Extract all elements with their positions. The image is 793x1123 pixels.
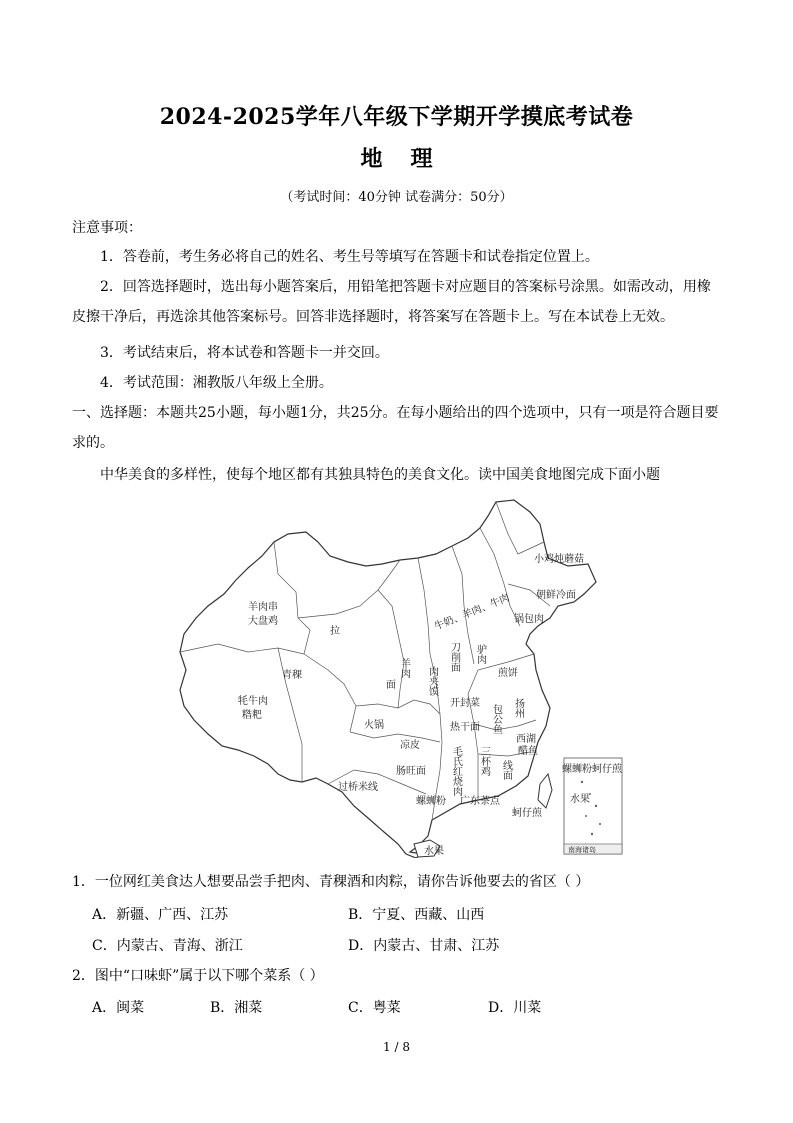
label-xihu: 西湖 xyxy=(516,734,536,745)
label-yangrou: 羊肉 xyxy=(398,658,410,678)
china-food-map xyxy=(178,494,638,858)
note-item-4: 4．考试范围：湘教版八年级上全册。 xyxy=(100,375,333,391)
label-cuyu: 醋鱼 xyxy=(518,746,538,757)
note-item-1: 1．答卷前，考生务必将自己的姓名、考生号等填写在答题卡和试卷指定位置上。 xyxy=(100,249,599,265)
label-kaifengcai: 开封菜 xyxy=(450,698,480,709)
label-haijian: 蚵仔煎 xyxy=(592,764,622,775)
q1-option-d[interactable]: D．内蒙古、甘肃、江苏 xyxy=(348,938,500,954)
label-guangdong: 广东茶点 xyxy=(460,796,500,807)
label-maoniurou: 牦牛肉 xyxy=(238,696,268,707)
label-xiaoji: 小鸡炖蘑菇 xyxy=(534,554,584,565)
label-la: 拉 xyxy=(330,626,340,637)
label-yangrouchuan: 羊肉串 xyxy=(248,602,278,613)
label-daoxiao: 刀削面 xyxy=(448,642,460,672)
label-baogongyu: 包公鱼 xyxy=(490,704,502,734)
q2-option-c[interactable]: C．粤菜 xyxy=(348,1000,401,1016)
label-yangzhou: 扬州 xyxy=(512,698,524,718)
section-heading: 一、选择题：本题共25小题，每小题1分，共25分。在每小题给出的四个选项中，只有一项是符合题目要求的。 xyxy=(72,405,719,451)
label-qingke: 青稞 xyxy=(282,670,302,681)
note-item-3: 3．考试结束后，将本试卷和答题卡一并交回。 xyxy=(100,345,389,361)
notes-heading: 注意事项： xyxy=(72,220,142,236)
q1-option-b[interactable]: B．宁夏、西藏、山西 xyxy=(348,907,485,923)
label-dapanji: 大盘鸡 xyxy=(248,616,278,627)
exam-meta: （考试时间：40分钟 试卷满分：50分） xyxy=(280,190,513,205)
label-lvrou: 驴肉 xyxy=(474,644,486,664)
note-item-2: 2．回答选择题时，选出每小题答案后，用铅笔把答题卡对应题目的答案标号涂黑。如需改动，用橡皮擦干净后，再选涂其他答案标号。回答非选择题时，将答案写在答题卡上。写在本试卷上无效。 xyxy=(72,279,711,325)
label-mian: 面 xyxy=(386,680,396,691)
label-sanbeiji: 三杯鸡 xyxy=(478,746,490,776)
label-guoqiao: 过桥米线 xyxy=(338,782,378,793)
label-huoguo: 火锅 xyxy=(364,720,384,731)
label-shuiguo-inset: 水果 xyxy=(570,794,590,805)
q1-option-c[interactable]: C．内蒙古、青海、浙江 xyxy=(92,938,243,954)
q2-option-d[interactable]: D．川菜 xyxy=(488,1000,542,1016)
page-number: 1 / 8 xyxy=(383,1040,410,1054)
label-nanhai: 南海诸岛 xyxy=(568,846,596,854)
section-intro: 中华美食的多样性，使每个地区都有其独具特色的美食文化。读中国美食地图完成下面小题 xyxy=(100,467,660,483)
label-jianbing: 煎饼 xyxy=(498,668,518,679)
label-haijian-main: 蚵仔煎 xyxy=(512,808,542,819)
q1-option-a[interactable]: A．新疆、广西、江苏 xyxy=(92,907,229,923)
q2-option-b[interactable]: B．湘菜 xyxy=(210,1000,263,1016)
label-chaoxian: 朝鲜冷面 xyxy=(536,590,576,601)
label-niunai: 牛奶、羊肉、牛肉 xyxy=(433,592,512,633)
label-liangpi: 凉皮 xyxy=(400,740,420,751)
label-luosifen-inset: 螺蛳粉 xyxy=(562,764,592,775)
taiwan-island xyxy=(538,774,552,808)
label-shuiguo: 水果 xyxy=(424,846,444,857)
q2-option-a[interactable]: A．闽菜 xyxy=(92,1000,145,1016)
label-reganmian: 热干面 xyxy=(450,722,480,733)
label-maoshi: 毛氏红烧肉 xyxy=(450,746,462,796)
label-changwangmian: 肠旺面 xyxy=(396,766,426,777)
label-roujiamo: 肉夹馍 xyxy=(426,666,438,696)
subject-title: 地理 xyxy=(360,146,461,172)
label-zanba: 糌粑 xyxy=(242,710,262,721)
label-goubaorou: 锅包肉 xyxy=(514,614,544,625)
label-xianmian: 线面 xyxy=(500,760,512,780)
exam-title: 2024-2025学年八年级下学期开学摸底考试卷 xyxy=(159,104,634,130)
label-luosifen: 螺蛳粉 xyxy=(416,796,446,807)
question-1-stem: 1．一位网红美食达人想要品尝手把肉、青稞酒和肉粽，请你告诉他要去的省区（ ） xyxy=(72,874,590,890)
question-2-stem: 2．图中“口味虾”属于以下哪个菜系（ ） xyxy=(72,968,324,984)
